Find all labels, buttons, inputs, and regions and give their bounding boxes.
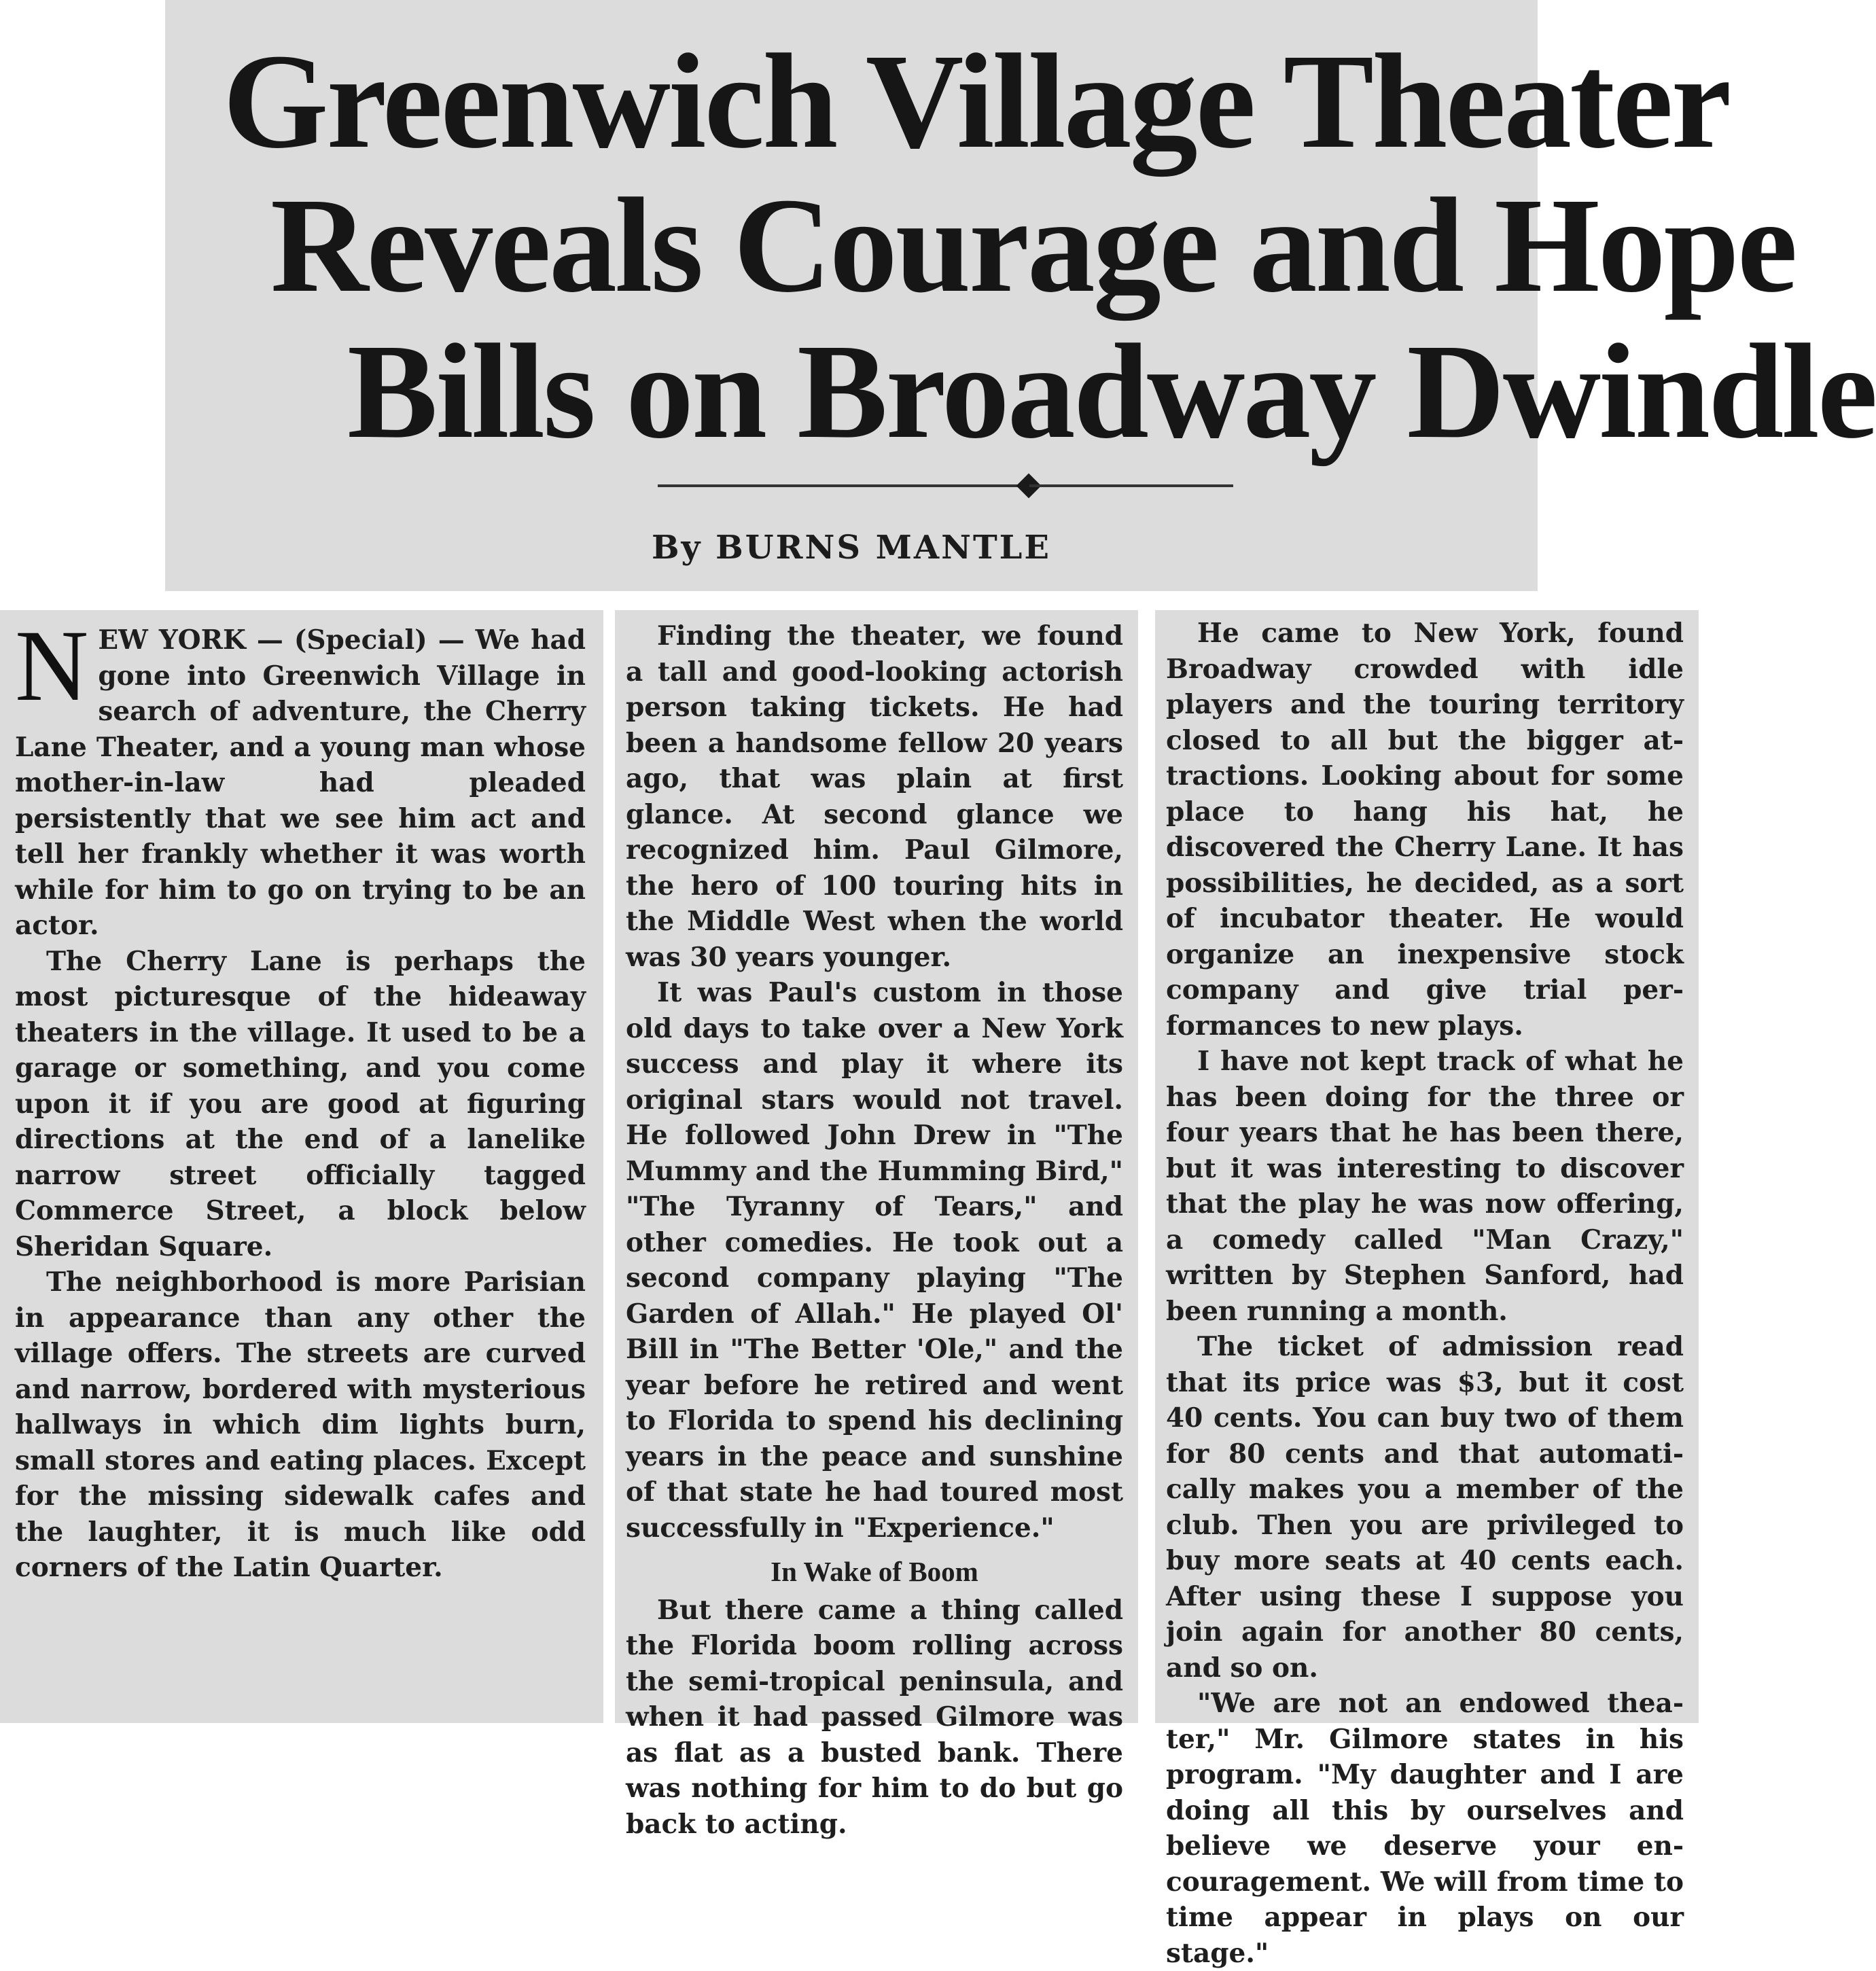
paragraph [15,609,586,944]
drop-cap: N [15,609,89,722]
headline-block [165,0,1876,591]
paragraph: He came to New York, found Broadway crowded with idle players and the touring territory closed to all but the bigger attractions. Looking about for some place to hang his hat, he discovered the Cherry Lane. It has possibilities, he decided, as a sort of incubator theater. He would organize an inexpensive stock company and give trial performances to new plays. [1166,618,1684,1042]
byline: By BURNS MANTLE [651,529,1052,567]
paragraph: The neighborhood is more Parisian in appearance than any other the village offers. The streets are curved and narrow, bordered with mysterious hallways in which dim lights burn, small stores and eating places. Except for the missing sidewalk cafes and the laughter, it is much like odd corners of the Latin Quarter. [15,1266,586,1583]
headline-line-2: Reveals Courage and Hope [270,171,1796,321]
paragraph: It was Paul's custom in those old days to take over a New York success and play it where its original stars would not travel. He followed John Drew in "The Mummy and the Humming Bird," "The Tyranny of Tears," and other comedies. He took out a second company playing "The Garden of Allah." He played Ol' Bill in "The Better 'Ole," and the year before he retired and went to Florida to spend his declining years in the peace and sunshine of that state he had toured most successfully in "Experience." [626,977,1123,1544]
article-column-3 [1155,610,1699,1969]
paragraph: Finding the theater, we found a tall and good-looking actorish person taking tickets. He had been a handsome fellow 20 years ago, that was plain at first glance. At second glance we recognized him. Paul Gilmore, the hero of 100 touring hits in the Middle West when the world was 30 years younger. [626,620,1123,973]
ornament-rule-left [658,484,1028,487]
headline-line-3: Bills on Broadway Dwindle [347,317,1876,467]
paragraph-text: EW YORK — (Special) — We had gone into Greenwich Village in search of adventure, the Cherry Lane Theater, and a young man whose mother-in-law had pleaded persistently that we see him act and tell her frankly whether it was worth while for him to go on trying to be an actor. [15,624,586,941]
ornament-rule-right [1029,484,1233,487]
paragraph: But there came a thing called the Florida boom rolling across the semi-tropical peninsula, and when it had passed Gilmore was as flat as a busted bank. There was nothing for him to do but go back to acting. [626,1594,1123,1840]
subheading: In Wake of Boom [771,1556,978,1587]
paragraph: The Cherry Lane is perhaps the most picturesque of the hideaway theaters in the village. It used to be a garage or something, and you come upon it if you are good at figuring directions at the end of a lanelike narrow street officially tagged Commerce Street, a block below Sheridan Square. [15,945,586,1262]
paragraph: "We are not an endowed theater," Mr. Gilmore states in his program. "My daughter and I are doing all this by ourselves and believe we deserve your encouragement. We will from time to time appear in plays on our stage." [1166,1688,1684,1969]
article-column-2 [615,610,1138,1840]
paragraph: The ticket of admission read that its price was $3, but it cost 40 cents. You can buy two of them for 80 cents and that automatically makes you a member of the club. Then you are privileged to buy more seats at 40 cents each. After using these I suppose you join again for another 80 cents, and so on. [1166,1331,1684,1684]
paragraph: I have not kept track of what he has been doing for the three or four years that he has been there, but it was interesting to discover that the play he was now offering, a comedy called "Man Crazy," written by Stephen Sanford, had been running a month. [1166,1046,1684,1327]
headline-line-1: Greenwich Village Theater [223,26,1730,177]
article-column-1 [0,610,603,1723]
